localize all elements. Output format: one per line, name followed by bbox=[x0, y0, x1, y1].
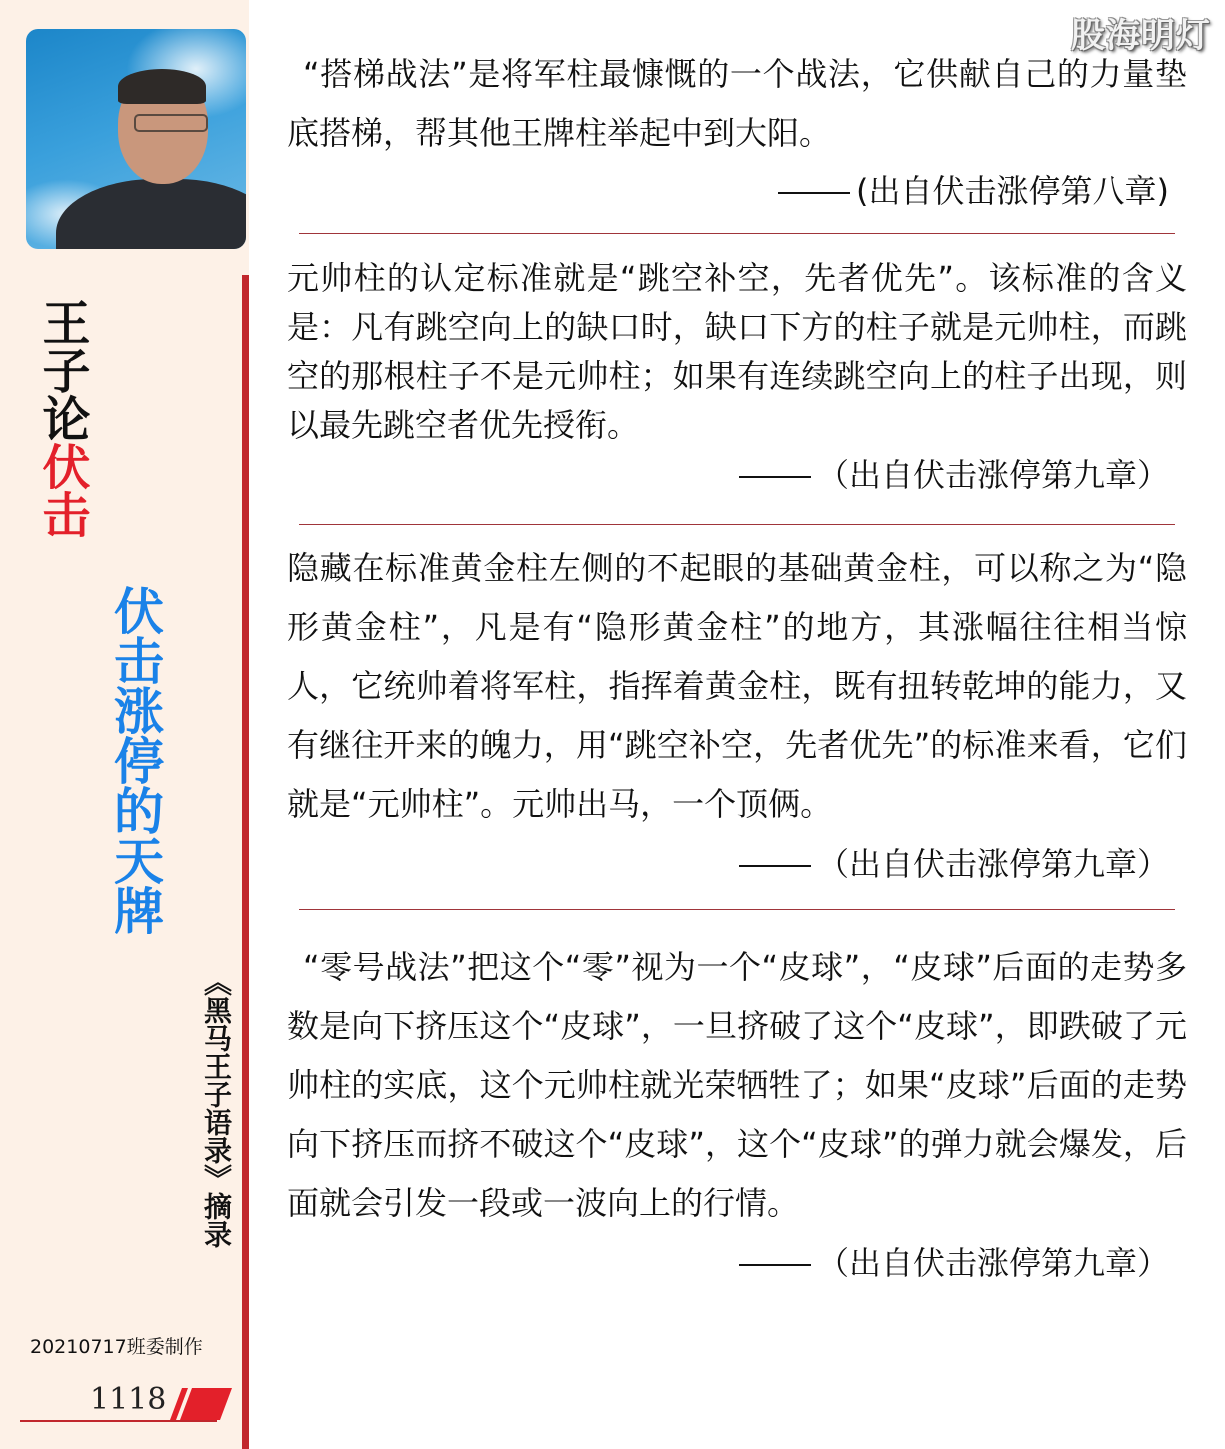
em-dash bbox=[739, 476, 811, 478]
quote-citation bbox=[287, 834, 1187, 894]
quote-section bbox=[287, 539, 1187, 910]
section-divider bbox=[299, 524, 1175, 525]
citation-text: （出自伏击涨停第九章） bbox=[816, 456, 1169, 494]
quote-text: “零号战法”把这个“零”视为一个“皮球”，“皮球”后面的走势多数是向下挤压这个“皮球”，一旦挤破了这个“皮球”，即跌破了元帅柱的实底，这个元帅柱就光荣牺牲了；如果“皮球”后面的走势向下挤压而挤不破这个“皮球”，这个“皮球”的弹力就会爆发，后面就会引发一段或一波向上的行情。 bbox=[287, 948, 1187, 1222]
quote-section bbox=[287, 45, 1187, 234]
quote-text: 元帅柱的认定标准就是“跳空补空，先者优先”。该标准的含义是：凡有跳空向上的缺口时，缺口下方的柱子就是元帅柱，而跳空的那根柱子不是元帅柱；如果有连续跳空向上的柱子出现，则以最先跳空者优先授衔。 bbox=[287, 259, 1187, 444]
page-number: 1118 bbox=[90, 1382, 167, 1417]
main-title-red: 伏击 bbox=[34, 442, 90, 538]
main-title-black: 王子论 bbox=[34, 298, 90, 442]
quote-citation bbox=[287, 450, 1187, 500]
quote-section bbox=[287, 938, 1187, 1293]
quote-text: 隐藏在标准黄金柱左侧的不起眼的基础黄金柱，可以称之为“隐形黄金柱”，凡是有“隐形黄金柱”的地方，其涨幅往往相当惊人，它统帅着将军柱，指挥着黄金柱，既有扭转乾坤的能力，又有继往开来的魄力，用“跳空补空，先者优先”的标准来看，它们就是“元帅柱”。元帅出马，一个顶俩。 bbox=[287, 549, 1187, 823]
source-label: 《黑马王子语录》摘录 bbox=[200, 968, 233, 1248]
quote-list bbox=[287, 45, 1187, 1293]
em-dash bbox=[778, 192, 850, 194]
main-title bbox=[36, 298, 88, 538]
photo-figure-glasses bbox=[134, 114, 208, 132]
sidebar bbox=[0, 0, 249, 1449]
page-stripe-decoration-icon bbox=[170, 1388, 232, 1420]
subtitle: 伏击涨停的天牌 bbox=[106, 585, 165, 935]
section-divider bbox=[299, 909, 1175, 910]
section-divider bbox=[299, 233, 1175, 234]
quote-citation bbox=[287, 1233, 1187, 1293]
em-dash bbox=[739, 865, 811, 867]
citation-text: (出自伏击涨停第八章) bbox=[856, 172, 1169, 210]
author-portrait-photo bbox=[26, 29, 246, 249]
footer-date: 20210717班委制作 bbox=[30, 1336, 203, 1358]
watermark: 股海明灯 bbox=[1071, 16, 1211, 56]
citation-text: （出自伏击涨停第九章） bbox=[816, 1244, 1169, 1282]
vertical-divider bbox=[242, 275, 249, 1449]
quote-section bbox=[287, 254, 1187, 525]
photo-figure-hair bbox=[118, 69, 206, 104]
footer-underline bbox=[20, 1420, 217, 1422]
quote-citation bbox=[287, 161, 1187, 221]
citation-text: （出自伏击涨停第九章） bbox=[816, 845, 1169, 883]
em-dash bbox=[739, 1264, 811, 1266]
quote-text: “搭梯战法”是将军柱最慷慨的一个战法，它供献自己的力量垫底搭梯，帮其他王牌柱举起中到大阳。 bbox=[287, 55, 1187, 152]
